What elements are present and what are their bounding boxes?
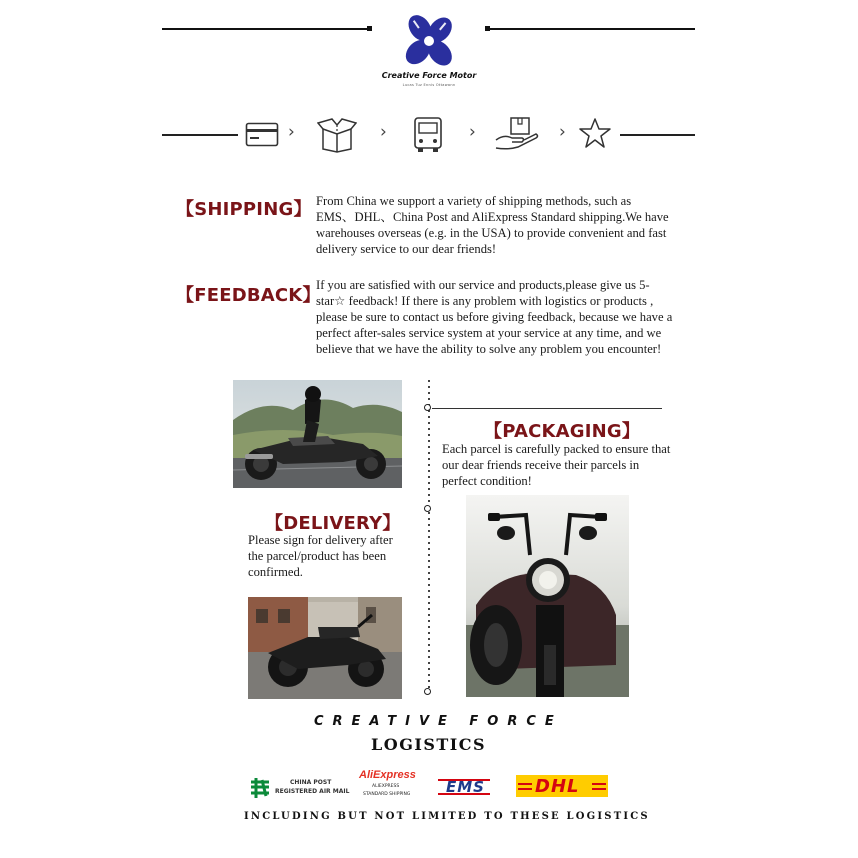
- steps-rule-left: [162, 134, 238, 136]
- delivery-truck-icon: [412, 116, 444, 154]
- ems-logo: [436, 774, 492, 800]
- delivery-heading: 【DELIVERY】: [265, 513, 401, 534]
- packaging-heading: 【PACKAGING】: [484, 421, 641, 442]
- chevron-right-icon: ›: [380, 122, 387, 142]
- motorcycle-street-photo: [248, 597, 402, 699]
- logistics-title: LOGISTICS: [371, 735, 487, 754]
- china-post-logo: [248, 776, 354, 802]
- china-post-emblem-icon: [248, 776, 272, 800]
- shipping-heading: 【SHIPPING】: [176, 199, 312, 220]
- dhl-speed-lines: [592, 788, 606, 790]
- center-divider: [428, 380, 430, 695]
- star-icon: [578, 117, 612, 149]
- feedback-heading: 【FEEDBACK】: [176, 285, 321, 306]
- motorcycle-front-photo: [466, 495, 629, 697]
- ems-wordmark: EMS: [446, 778, 485, 796]
- aliexpress-sub2: STANDARD SHIPPING: [363, 792, 411, 797]
- brand-logo-icon: [398, 10, 460, 72]
- aliexpress-wordmark: AliExpress: [359, 769, 416, 781]
- steps-rule-right: [620, 134, 695, 136]
- china-post-name: CHINA POST: [290, 779, 332, 786]
- payment-card-icon: [245, 122, 279, 148]
- divider-marker: [424, 688, 431, 695]
- packaging-text: Each parcel is carefully packed to ensure that our dear friends receive their parcels in perfect condition!: [442, 442, 671, 488]
- shipping-text: From China we support a variety of shipping methods, such as EMS、DHL、China Post and AliExpress Standard shipping.We have warehouses overseas (e.g. in the USA) to provide convenient and fast delivery service to our dear friends!: [316, 194, 669, 256]
- brand-tagline: Lucas Tuz Ennis Ottawann: [402, 83, 456, 87]
- header-rule-left: [162, 28, 370, 30]
- divider-marker: [424, 404, 431, 411]
- divider-marker: [424, 505, 431, 512]
- chevron-right-icon: ›: [288, 122, 295, 142]
- dhl-speed-lines: [518, 788, 532, 790]
- header-rule-right: [487, 28, 695, 30]
- hand-package-icon: [494, 116, 542, 152]
- packaging-rule: [432, 408, 662, 409]
- dhl-wordmark: DHL: [535, 776, 580, 797]
- header-rule-left-end: [367, 26, 372, 31]
- china-post-subtitle: REGISTERED AIR MAIL: [275, 788, 350, 795]
- open-box-icon: [317, 117, 357, 153]
- feedback-text: If you are satisfied with our service and products,please give us 5-star☆ feedback! If there is any problem with logistics or products , please be sure to contact us before giving feedback, because we have a perfect after-sales service system at your service at any time, and we believe that we have the ability to solve any problem you encounter!: [316, 278, 673, 356]
- aliexpress-logo: [358, 769, 420, 803]
- dhl-speed-lines: [518, 783, 532, 785]
- aliexpress-sub1: ALIEXPRESS: [372, 784, 400, 789]
- dhl-logo: [516, 775, 608, 797]
- logistics-footer-note: INCLUDING BUT NOT LIMITED TO THESE LOGISTICS: [244, 811, 650, 822]
- delivery-text: Please sign for delivery after the parcel/product has been confirmed.: [248, 533, 393, 579]
- chevron-right-icon: ›: [559, 122, 566, 142]
- logistics-brand-title: CREATIVE FORCE: [314, 714, 563, 729]
- rider-motorcycle-photo: [233, 380, 402, 488]
- brand-name: Creative Force Motor: [381, 71, 477, 80]
- chevron-right-icon: ›: [469, 122, 476, 142]
- dhl-speed-lines: [592, 783, 606, 785]
- header-rule-right-end: [485, 26, 490, 31]
